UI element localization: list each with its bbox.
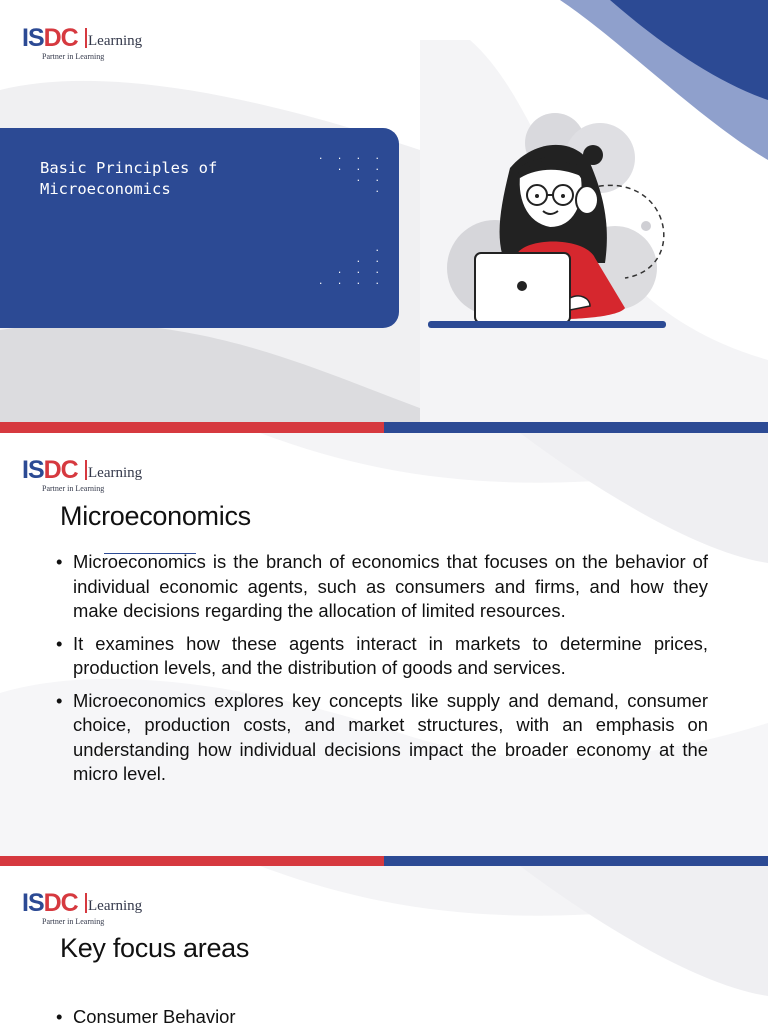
bullet-item: • Consumer Behavior xyxy=(56,1005,708,1024)
slide-heading: Key focus areas xyxy=(60,933,250,963)
slide-heading: Microeconomics xyxy=(60,501,251,531)
bullet-item: • Microeconomics explores key concepts like supply and demand, consumer choice, production costs, and market structures, with an emphasis on understanding how individual decisions impact the broader economy at the micro level. xyxy=(56,689,708,787)
bullet-list xyxy=(56,1005,708,1024)
title-card xyxy=(0,128,399,328)
title-slide xyxy=(0,0,768,422)
bullet-item: • Microeconomics is the branch of economics that focuses on the behavior of individual economic agents, such as consumers and firms, and how they make decisions regarding the allocation of limited resources. xyxy=(56,550,708,624)
isdc-logo: ISDC Learning Partner in Learning xyxy=(22,456,143,493)
dot-pattern-bottom: . . . . . . . . . . xyxy=(318,244,384,287)
slide-divider-1 xyxy=(0,422,768,433)
microeconomics-slide xyxy=(0,433,768,856)
bullet-item: • It examines how these agents interact in markets to determine prices, production levels, and the distribution of goods and services. xyxy=(56,632,708,681)
bullet-list xyxy=(56,550,708,795)
dot-pattern-top: . . . . . . . . . . xyxy=(318,152,384,195)
woman-laptop-illustration xyxy=(425,108,685,338)
slide-title: Basic Principles of Microeconomics xyxy=(40,159,218,198)
isdc-logo: ISDC Learning Partner in Learning xyxy=(22,24,143,61)
isdc-logo: ISDC Learning Partner in Learning xyxy=(22,889,143,926)
key-focus-slide xyxy=(0,866,768,1024)
